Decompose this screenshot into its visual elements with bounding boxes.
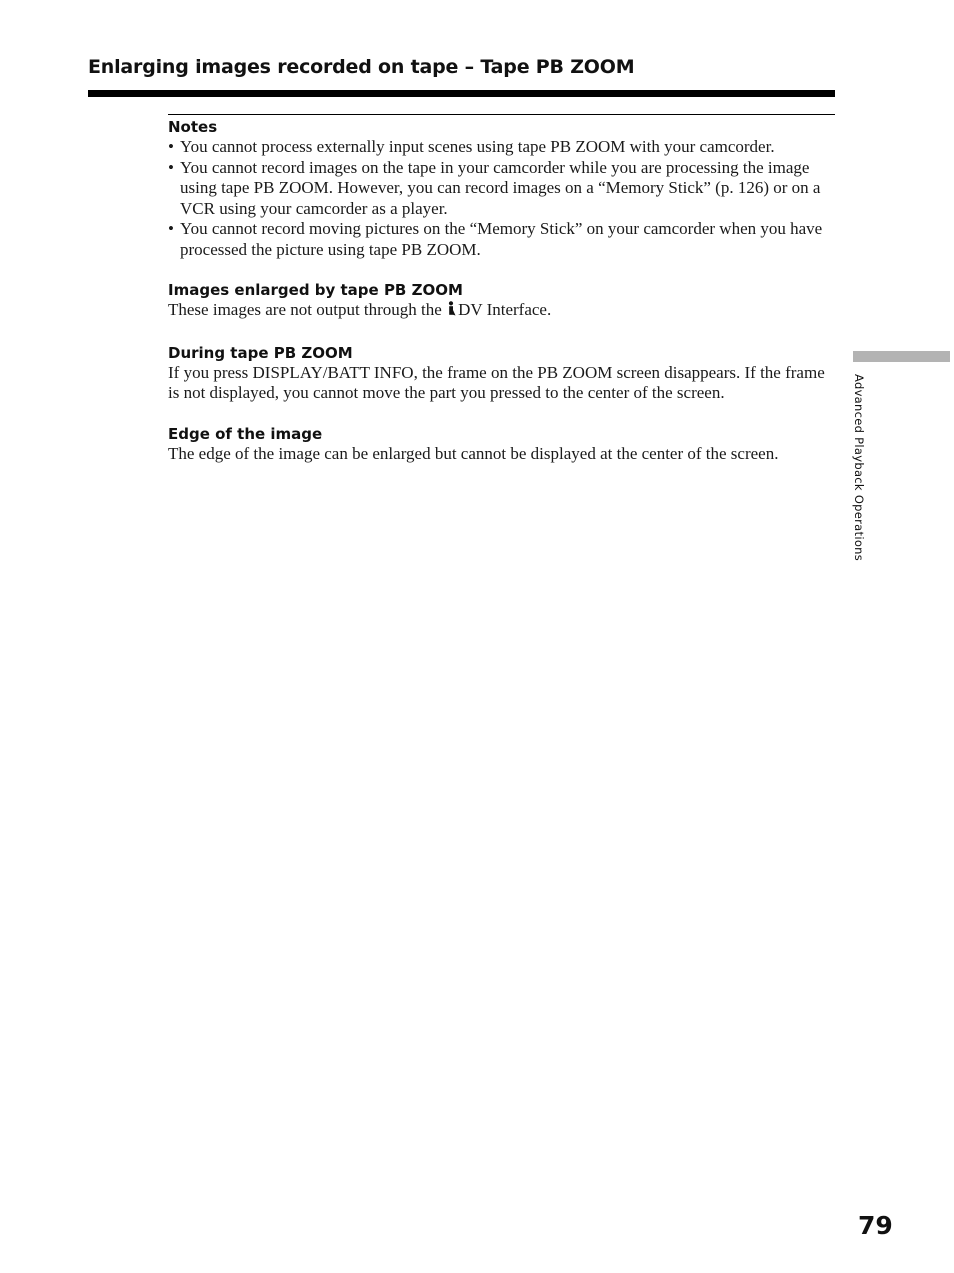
note-item [168,158,835,220]
chapter-side-label: Advanced Playback Operations [852,374,866,562]
section-text: If you press DISPLAY/BATT INFO, the frame on the PB ZOOM screen disappears. If the frame is not displayed, you cannot move the part you pressed to the center of the screen. [168,362,825,402]
section-images-enlarged [168,280,835,323]
bullet-icon: • [168,157,174,177]
page-title: Enlarging images recorded on tape – Tape PB ZOOM [88,56,635,78]
note-text: You cannot process externally input scenes using tape PB ZOOM with your camcorder. [180,137,775,156]
dv-interface-icon [447,301,456,323]
note-text: You cannot record moving pictures on the “Memory Stick” on your camcorder when you have processed the picture using tape PB ZOOM. [180,219,823,259]
note-text: You cannot record images on the tape in your camcorder while you are processing the image using tape PB ZOOM. However, you can record images on a “Memory Stick” (p. 126) or on a VCR using your camcorder as a player. [180,157,821,218]
section-text-before-icon: These images are not output through the [168,300,442,319]
notes-list [168,137,835,260]
notes-heading: Notes [168,118,218,136]
section-heading: During tape PB ZOOM [168,343,353,362]
title-rule [88,90,835,97]
notes-block [168,117,835,260]
section-edge-of-image [168,424,835,465]
page-number: 79 [858,1211,893,1240]
main-content [168,117,835,464]
bullet-icon: • [168,219,174,238]
section-during-zoom [168,343,835,404]
section-text-after-icon: DV Interface. [458,300,552,319]
note-item [168,137,835,158]
notes-rule [168,114,835,115]
section-heading: Edge of the image [168,424,323,443]
bullet-icon: • [168,137,174,156]
note-item [168,219,835,260]
chapter-tab-marker [853,351,950,362]
section-heading: Images enlarged by tape PB ZOOM [168,281,463,299]
section-text [168,300,835,323]
section-text: The edge of the image can be enlarged but cannot be displayed at the center of the screen. [168,443,779,463]
